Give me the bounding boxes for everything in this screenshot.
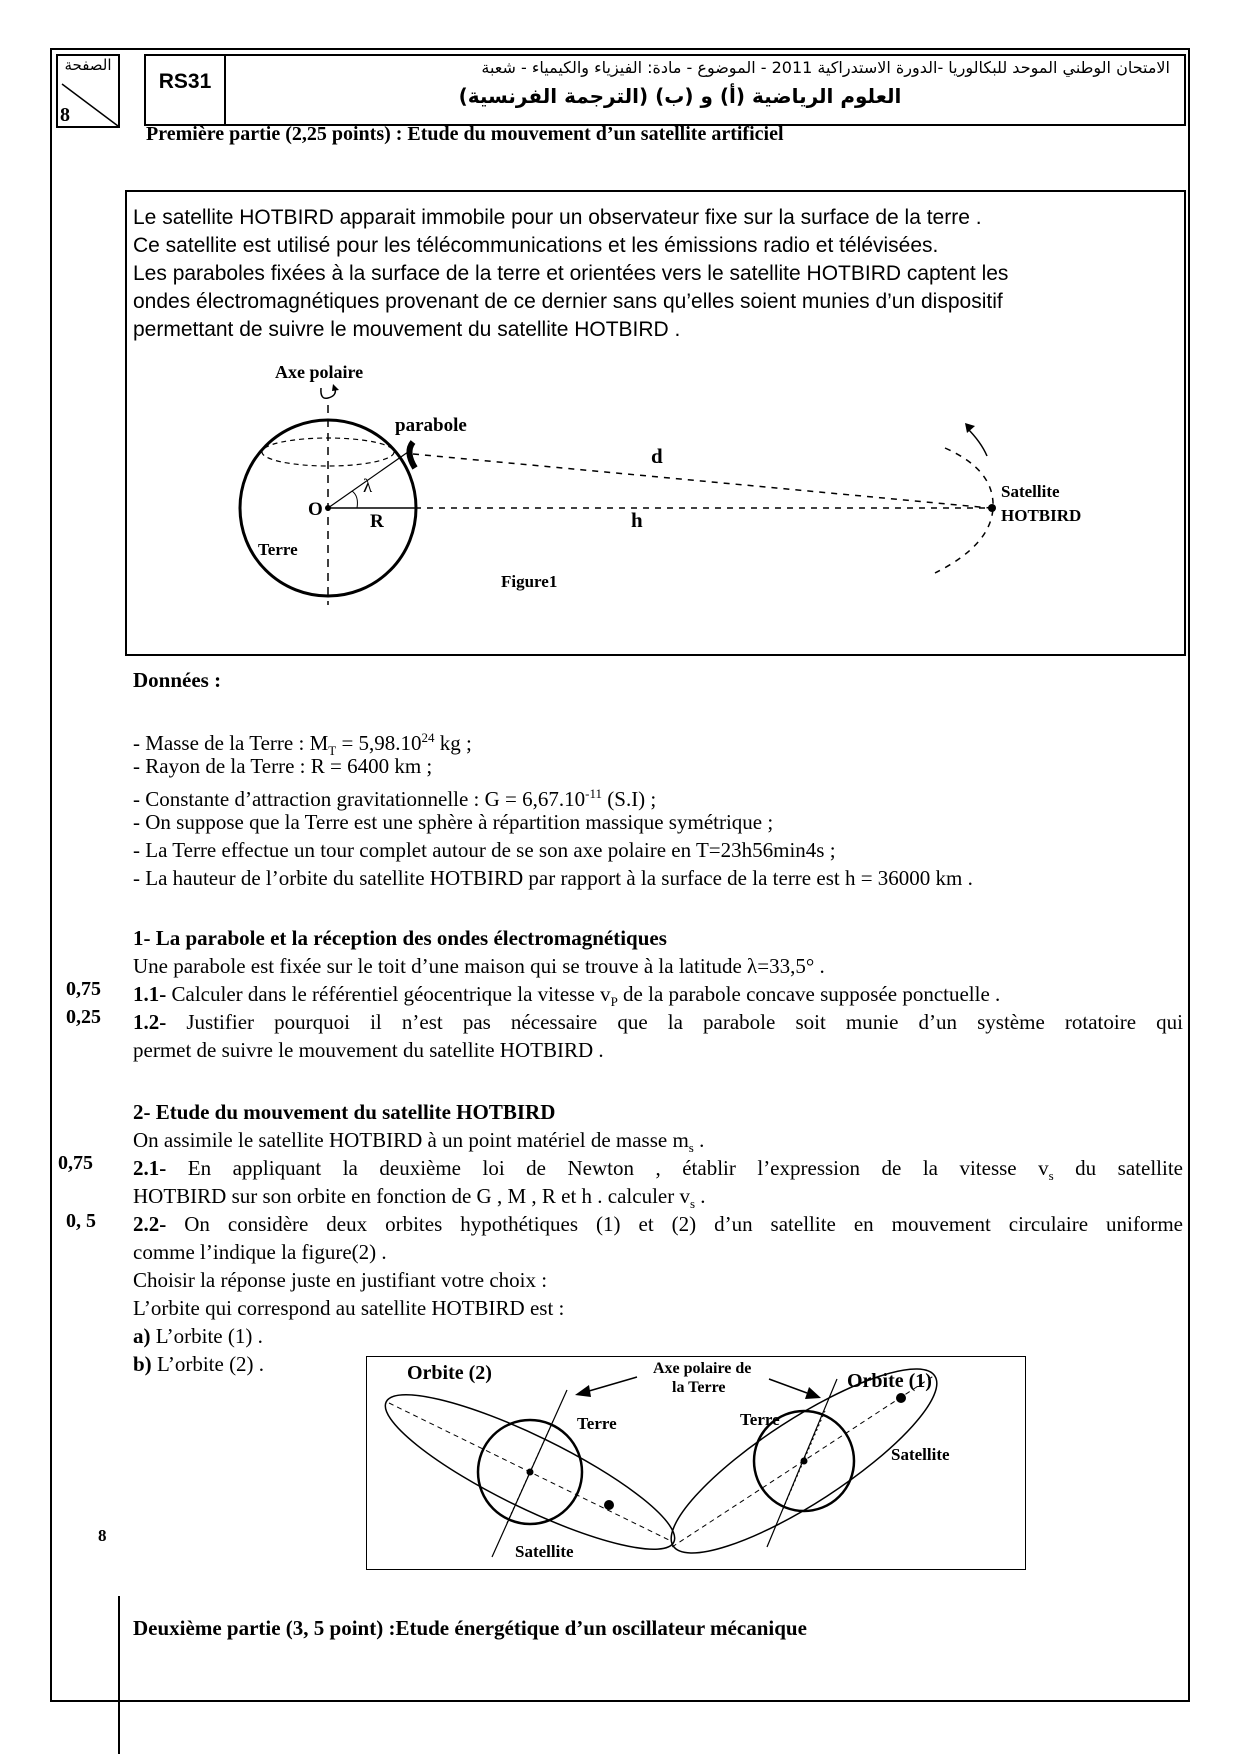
option-b-text: L’orbite (2) . <box>151 1352 265 1376</box>
q12-line2: permet de suivre le mouvement du satellite HOTBIRD . <box>133 1038 604 1062</box>
q12-text: Justifier pourquoi il n’est pas nécessaire que la parabole soit munie d’un système rotatoire qui <box>166 1010 1183 1034</box>
q21-line2-sub: s <box>689 1196 696 1212</box>
margin-rule <box>118 1596 120 1754</box>
q11-num: 1.1- <box>133 982 167 1006</box>
option-a <box>133 1322 263 1350</box>
q21-line2-a: HOTBIRD sur son orbite en fonction de G , M , R et h . calculer v <box>133 1184 690 1208</box>
earth-left-center <box>527 1469 534 1476</box>
orbite-2-label: Orbite (2) <box>407 1362 492 1384</box>
R-label: R <box>370 511 384 532</box>
masse-prefix: - Masse de la Terre : M <box>133 731 329 755</box>
q11-text-a: Calculer dans le référentiel géocentrique la vitesse v <box>166 982 611 1006</box>
q21-line2-b: . <box>695 1184 706 1208</box>
orbit-direction-arrow <box>967 428 987 456</box>
q1-intro: Une parabole est fixée sur le toit d’une maison qui se trouve à la latitude λ=33,5° . <box>133 954 825 978</box>
q12-num: 1.2- <box>133 1010 167 1034</box>
d-label: d <box>651 444 663 468</box>
part1-title: Première partie (2,25 points) : Etude du mouvement d’un satellite artificiel <box>146 123 784 145</box>
option-b-label: b) <box>133 1352 152 1376</box>
q12 <box>133 1008 1183 1036</box>
satellite-label: Satellite <box>1001 482 1060 501</box>
g-exp: -11 <box>585 786 603 801</box>
q22 <box>133 1210 1183 1238</box>
g-suffix: (S.I) ; <box>602 787 657 811</box>
page-number: 8 <box>60 104 70 126</box>
option-a-text: L’orbite (1) . <box>150 1324 263 1348</box>
satellite-right-dot <box>896 1393 906 1403</box>
option-b <box>133 1350 264 1378</box>
axe-polaire-line2: la Terre <box>672 1379 726 1396</box>
figure1 <box>125 360 1185 610</box>
q22-choose: Choisir la réponse juste en justifiant votre choix : <box>133 1268 548 1292</box>
intro-text <box>133 204 1008 344</box>
d-line <box>413 454 990 508</box>
parabole-label: parabole <box>395 415 467 436</box>
masse-suffix: kg ; <box>434 731 472 755</box>
axe-polaire-line1: Axe polaire de <box>653 1360 752 1377</box>
donnee-tour: - La Terre effectue un tour complet autour de se son axe polaire en T=23h56min4s ; <box>133 838 836 862</box>
g-prefix: - Constante d’attraction gravitationnelle : G = 6,67.10 <box>133 787 586 811</box>
lambda-label: λ <box>363 476 373 497</box>
terre-right-label: Terre <box>740 1410 780 1429</box>
donnee-rayon: - Rayon de la Terre : R = 6400 km ; <box>133 754 433 778</box>
lambda-arc <box>352 491 357 508</box>
part2-title: Deuxième partie (3, 5 point) :Etude énergétique d’un oscillateur mécanique <box>133 1616 807 1640</box>
earth-right-center <box>801 1458 808 1465</box>
header-line-1: الامتحان الوطني الموحد للبكالوريا -الدورة الاستدراكية 2011 - الموضوع - مادة: الفيزياء والكيمياء - شعبة <box>481 58 1170 77</box>
bottom-page-number: 8 <box>98 1526 107 1545</box>
q21-text-b: du satellite <box>1053 1156 1183 1180</box>
h-label: h <box>631 508 643 532</box>
masse-exp: 24 <box>421 730 435 745</box>
q22-line2: comme l’indique la figure(2) . <box>133 1240 387 1264</box>
q22-orbit-question: L’orbite qui correspond au satellite HOTBIRD est : <box>133 1296 565 1320</box>
header-line-2: العلوم الرياضية (أ) و (ب) (الترجمة الفرنسية) <box>458 84 902 108</box>
donnee-hauteur: - La hauteur de l’orbite du satellite HOTBIRD par rapport à la surface de la terre est h = 36000 km . <box>133 866 973 890</box>
q22-num: 2.2- <box>133 1212 167 1236</box>
q11-text-b: de la parabole concave supposée ponctuelle . <box>617 982 1001 1006</box>
axe-polaire-label: Axe polaire <box>275 362 364 382</box>
q21-num: 2.1- <box>133 1156 167 1180</box>
page-label: الصفحة <box>64 56 112 74</box>
intro-line: permettant de suivre le mouvement du satellite HOTBIRD . <box>133 318 681 341</box>
option-a-label: a) <box>133 1324 151 1348</box>
q22-text: On considère deux orbites hypothétiques (1) et (2) d’un satellite en mouvement circulaire uniforme <box>166 1212 1183 1236</box>
q2-title: 2- Etude du mouvement du satellite HOTBIRD <box>133 1100 556 1124</box>
q2-intro-b: . <box>693 1128 705 1152</box>
q1-title: 1- La parabole et la réception des ondes électromagnétiques <box>133 926 667 950</box>
donnee-sphere: - On suppose que la Terre est une sphère à répartition massique symétrique ; <box>133 810 774 834</box>
q11-sub: P <box>610 994 618 1010</box>
O-label: O <box>308 499 323 520</box>
satellite-right-label: Satellite <box>891 1445 950 1464</box>
satellite-dot <box>988 504 996 512</box>
satellite-left-dot <box>604 1500 614 1510</box>
intro-line: Ce satellite est utilisé pour les télécommunications et les émissions radio et télévisées. <box>133 234 939 257</box>
intro-line: ondes électromagnétiques provenant de ce dernier sans qu’elles soient munies d’un dispositif <box>133 290 1003 313</box>
figure1-caption: Figure1 <box>501 572 558 591</box>
terre-label: Terre <box>258 540 298 559</box>
hotbird-label: HOTBIRD <box>1001 506 1082 525</box>
satellite-orbit-arc <box>935 448 993 573</box>
q21-text-a: En appliquant la deuxième loi de Newton , établir l’expression de la vitesse v <box>166 1156 1049 1180</box>
terre-left-label: Terre <box>577 1414 617 1433</box>
satellite-left-label: Satellite <box>515 1542 574 1561</box>
q21-sub: s <box>1048 1168 1054 1184</box>
orbite-1-label: Orbite (1) <box>847 1370 932 1392</box>
points-q12: 0,25 <box>66 1006 101 1028</box>
donnees-title: Données : <box>133 668 222 692</box>
intro-line: Le satellite HOTBIRD apparait immobile pour un observateur fixe sur la surface de la terre . <box>133 206 982 229</box>
q2-intro-sub: s <box>688 1140 694 1156</box>
q2-intro-a: On assimile le satellite HOTBIRD à un point matériel de masse m <box>133 1128 689 1152</box>
points-q22: 0, 5 <box>66 1210 96 1232</box>
earth-center-dot <box>325 505 331 511</box>
masse-sub: T <box>328 743 337 759</box>
points-q11: 0,75 <box>66 978 101 1000</box>
exam-code: RS31 <box>158 70 212 93</box>
figure2 <box>367 1357 1025 1569</box>
parabole-dish <box>409 442 415 468</box>
arrow-to-right-axis <box>769 1379 807 1393</box>
intro-line: Les paraboles fixées à la surface de la terre et orientées vers le satellite HOTBIRD captent les <box>133 262 1009 285</box>
arrow-to-left-axis <box>589 1377 637 1391</box>
masse-mid: = 5,98.10 <box>336 731 422 755</box>
points-q21: 0,75 <box>58 1152 93 1174</box>
